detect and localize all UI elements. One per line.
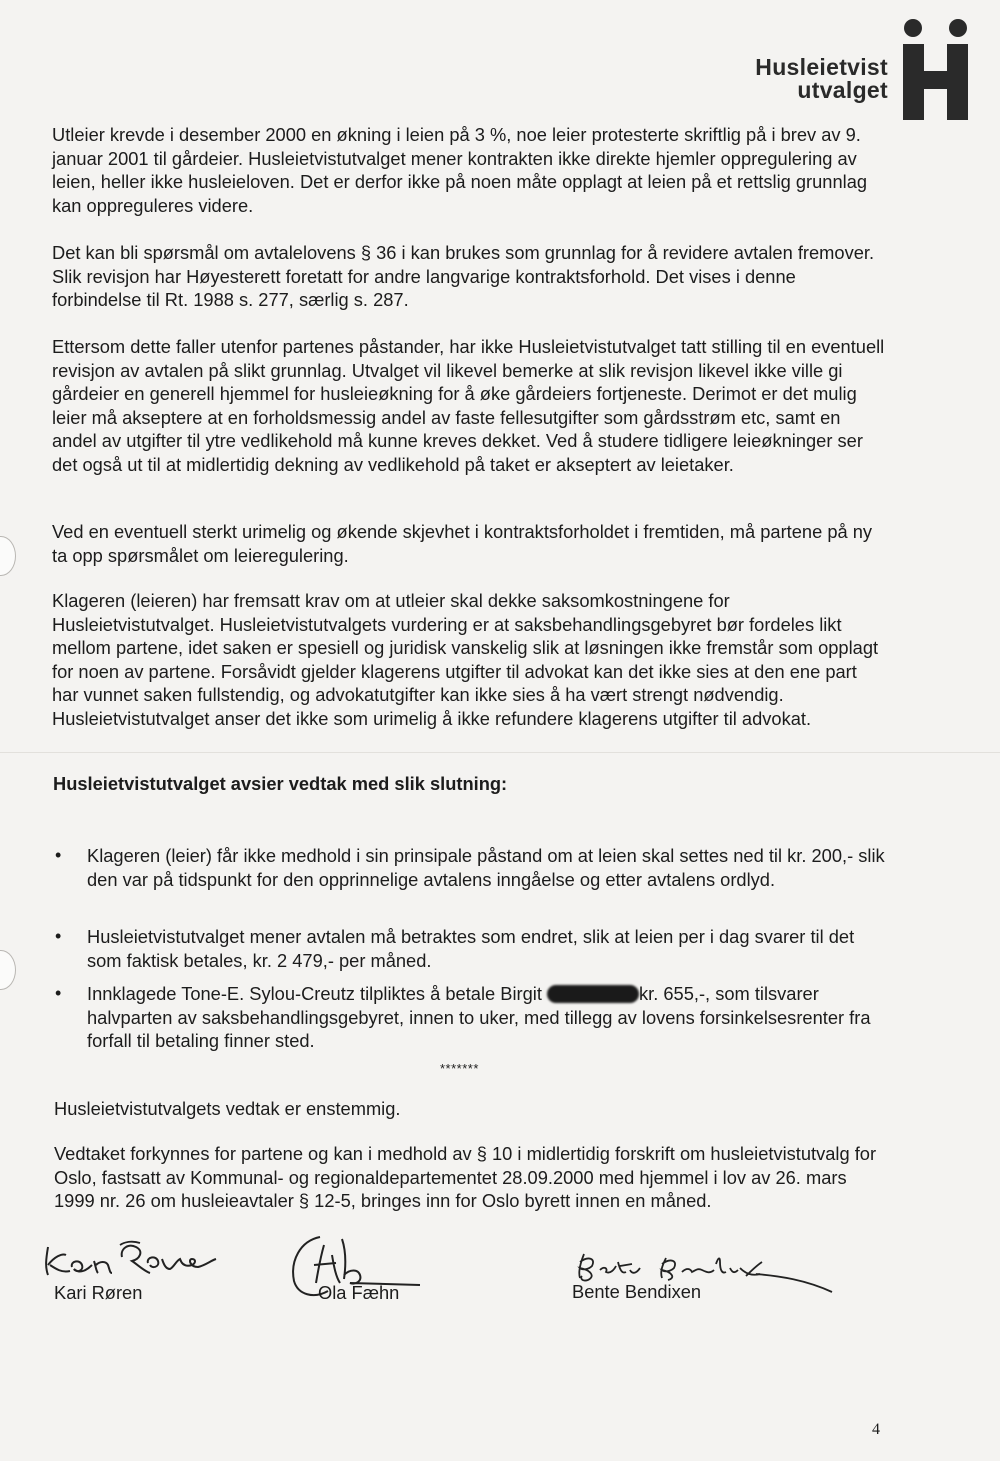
decision-item-2 — [52, 925, 892, 972]
signature-name-3: Bente Bendixen — [572, 1281, 702, 1302]
closing-text: Husleietvistutvalgets vedtak er enstemmig. — [54, 1098, 401, 1119]
logo-line-1: Husleietvist — [755, 54, 888, 80]
decision-list-3 — [52, 982, 892, 1053]
paragraph-future-regulation — [52, 520, 887, 567]
punch-hole-top — [0, 536, 16, 576]
paragraph-text: Utleier krevde i desember 2000 en økning i leien på 3 %, noe leier protesterte skriftlig på i brev av 9. januar 2001 til gårdeier. Husleietvistutvalget mener kontrakten ikke direkte hjemler oppregulering av leien, heller ikke husleieloven. Det er derfor ikke på noen måte opplagt at leien på et rettslig grunnlag kan oppreguleres videre. — [52, 124, 868, 216]
decision-heading: Husleietvistutvalget avsier vedtak med slik slutning: — [53, 773, 508, 794]
signature-name-2: Ola Fæhn — [318, 1282, 400, 1303]
paragraph-avtaleloven — [52, 241, 887, 312]
punch-hole-bottom — [0, 950, 16, 990]
paragraph-rent-increase — [52, 123, 887, 217]
decision-text-before: Innklagede Tone-E. Sylou-Creutz tilpliktes å betale Birgit — [87, 983, 547, 1004]
decision-item-3 — [52, 982, 892, 1053]
paragraph-text: Det kan bli spørsmål om avtalelovens § 36 i kan brukes som grunnlag for å revidere avtalen fremover. Slik revisjon har Høyesterett foretatt for andre langvarige kontraktsforhold. Det vises i denne forbindelse til Rt. 1988 s. 277, særlig s. 287. — [52, 242, 875, 310]
paragraph-text: Klageren (leieren) har fremsatt krav om at utleier skal dekke saksomkostningene for Husleietvistutvalget. Husleietvistutvalgets vurdering er at saksbehandlingsgebyret bør fordeles likt mellom partene, idet saken er spesiell og juridisk vanskelig slik at løsningen ikke fremstår som opplagt for noen av partene. Forsåvidt gjelder klagerens utgifter til advokat kan det ikke sies at den ene part har vunnet saken fullstendig, og advokatutgifter kan ikke sies å ha vært strengt nødvendig. Husleietvistutvalget anser det ikke som urimelig å ikke refundere klagerens utgifter til advokat. — [52, 590, 879, 729]
paragraph-text: Ettersom dette faller utenfor partenes påstander, har ikke Husleietvistutvalget tatt stilling til en eventuell revisjon av avtalen på slikt grunnlag. Utvalget vil likevel bemerke at slik revisjon likevel ikke ville gi gårdeier en generell hjemmel for husleieøkning for å øke gårdeiers fortjeneste. Derimot er det mulig leier må akseptere at en forholdsmessig andel av faste fellesutgifter som gårdsstrøm etc, samt en andel av utgifter til ytre vedlikehold må kunne kreves dekket. Ved å studere tidligere leieøkninger ser det også ut til at midlertidig dekning av vedlikehold på taket er akseptert av leietaker. — [52, 336, 885, 475]
signature-name-1: Kari Røren — [54, 1282, 143, 1303]
bullet-icon: • — [55, 983, 62, 1003]
decision-list-2 — [52, 925, 892, 972]
signature-kari-roren-handwriting — [40, 1235, 230, 1285]
decision-text: Husleietvistutvalget mener avtalen må betraktes som endret, slik at leien per i dag svarer til det som faktisk betales, kr. 2 479,- per måned. — [87, 926, 855, 971]
logo-line-2: utvalget — [797, 77, 888, 103]
logo-h-icon — [900, 14, 972, 122]
page-number: 4 — [872, 1421, 880, 1438]
closing-text: Vedtaket forkynnes for partene og kan i medhold av § 10 i midlertidig forskrift om husleietvistutvalg for Oslo, fastsatt av Kommunal- og regionaldepartementet 28.09.2000 med hjemmel i lov av 26. mars 1999 nr. 26 om husleieavtaler § 12-5, bringes inn for Oslo byrett innen en måned. — [54, 1143, 877, 1211]
paragraph-legal-costs — [52, 589, 887, 730]
decision-list — [52, 844, 892, 891]
closing-unanimous — [54, 1097, 889, 1121]
decision-item-1 — [52, 844, 892, 891]
section-separator: ******* — [440, 1061, 479, 1076]
logo-text — [755, 56, 888, 102]
husleietvistutvalget-logo — [755, 14, 972, 122]
bullet-icon: • — [55, 845, 62, 865]
decision-text: Klageren (leier) får ikke medhold i sin prinsipale påstand om at leien skal settes ned til kr. 200,- slik den var på tidspunkt for den opprinnelige avtalens inngåelse og etter avtalens ordlyd. — [87, 845, 885, 890]
redaction-mark — [547, 985, 639, 1003]
fold-line — [0, 752, 1000, 753]
decision-text-after: kr. 655,-, som tilsvarer halvparten av saksbehandlingsgebyret, innen to uker, med tillegg av lovens forsinkelsesrenter fra forfall til betaling finner sted. — [87, 983, 871, 1051]
bullet-icon: • — [55, 926, 62, 946]
paragraph-revision — [52, 335, 887, 476]
paragraph-text: Ved en eventuell sterkt urimelig og økende skjevhet i kontraktsforholdet i fremtiden, må partene på ny ta opp spørsmålet om leieregulering. — [52, 521, 873, 566]
closing-appeal — [54, 1142, 884, 1213]
